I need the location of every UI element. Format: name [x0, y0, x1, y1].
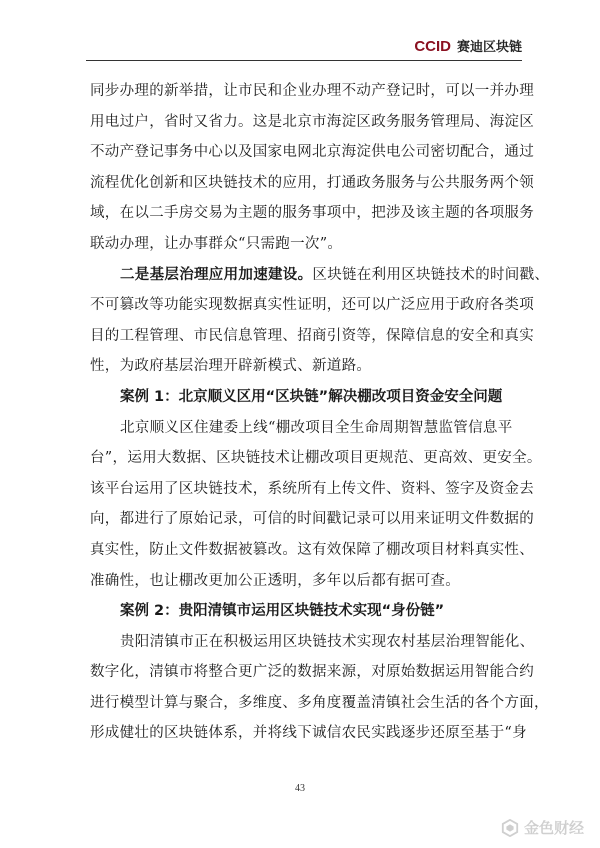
text-line: 进行模型计算与聚合，多维度、多角度覆盖清镇社会生活的各个方面，	[90, 694, 549, 711]
text-line: 流程优化创新和区块链技术的应用，打通政务服务与公共服务两个领	[90, 174, 534, 191]
text-line: 性，为政府基层治理开辟新模式、新道路。	[90, 358, 372, 375]
text-line: 形成健壮的区块链体系，并将线下诚信农民实践逐步还原至基于“身	[90, 725, 527, 742]
text-line: 数字化，清镇市将整合更广泛的数据来源，对原始数据运用智能合约	[90, 664, 534, 681]
paragraph-1	[90, 76, 534, 260]
case-2-title: 案例 2：贵阳清镇市运用区块链技术实现“身份链”	[120, 603, 445, 620]
text-line	[90, 260, 550, 291]
text-line: 向，都进行了原始记录，可信的时间戳记录可以用来证明文件数据的	[90, 511, 534, 528]
case-1-body	[90, 413, 542, 597]
case-2-body	[90, 627, 549, 749]
header-brand-en: CCID	[414, 38, 451, 55]
paragraph-2-first-text: 区块链在利用区块链技术的时间戳、	[312, 266, 550, 283]
text-line: 准确性，也让棚改更加公正透明，多年以后都有据可查。	[90, 572, 460, 589]
text-line: 用电过户，省时又省力。这是北京市海淀区政务服务管理局、海淀区	[90, 113, 534, 130]
header-divider	[86, 60, 522, 61]
case-1-title: 案例 1：北京顺义区用“区块链”解决棚改项目资金安全问题	[120, 388, 503, 405]
text-line: 不可篡改等功能实现数据真实性证明，还可以广泛应用于政府各类项	[90, 297, 534, 314]
text-line: 台”，运用大数据、区块链技术让棚改项目更规范、更高效、更安全。	[90, 450, 542, 467]
text-line: 真实性，防止文件数据被篡改。这有效保障了棚改项目材料真实性、	[90, 541, 534, 558]
text-line: 不动产登记事务中心以及国家电网北京海淀供电公司密切配合，通过	[90, 144, 534, 161]
header-brand-cn: 赛迪区块链	[456, 40, 522, 55]
text-line: 联动办理，让办事群众“只需跑一次”。	[90, 235, 343, 252]
paragraph-2-lead: 二是基层治理应用加速建设。	[120, 266, 313, 283]
text-line: 目的工程管理、市民信息管理、招商引资等，保障信息的安全和真实	[90, 327, 534, 344]
paragraph-2	[90, 260, 550, 382]
body-text	[90, 76, 550, 749]
watermark-text: 金色财经	[523, 819, 584, 837]
page-header	[414, 36, 522, 54]
text-line: 北京顺义区住建委上线“棚改项目全生命周期智慧监管信息平	[120, 419, 513, 436]
text-line: 同步办理的新举措，让市民和企业办理不动产登记时，可以一并办理	[90, 83, 534, 99]
blockchain-logo-icon	[501, 819, 519, 837]
page-number: 43	[295, 783, 305, 794]
text-line: 域，在以二手房交易为主题的服务事项中，把涉及该主题的各项服务	[90, 205, 534, 222]
text-line: 贵阳清镇市正在积极运用区块链技术实现农村基层治理智能化、	[120, 633, 535, 650]
watermark	[501, 817, 584, 838]
text-line: 该平台运用了区块链技术，系统所有上传文件、资料、签字及资金去	[90, 480, 534, 497]
